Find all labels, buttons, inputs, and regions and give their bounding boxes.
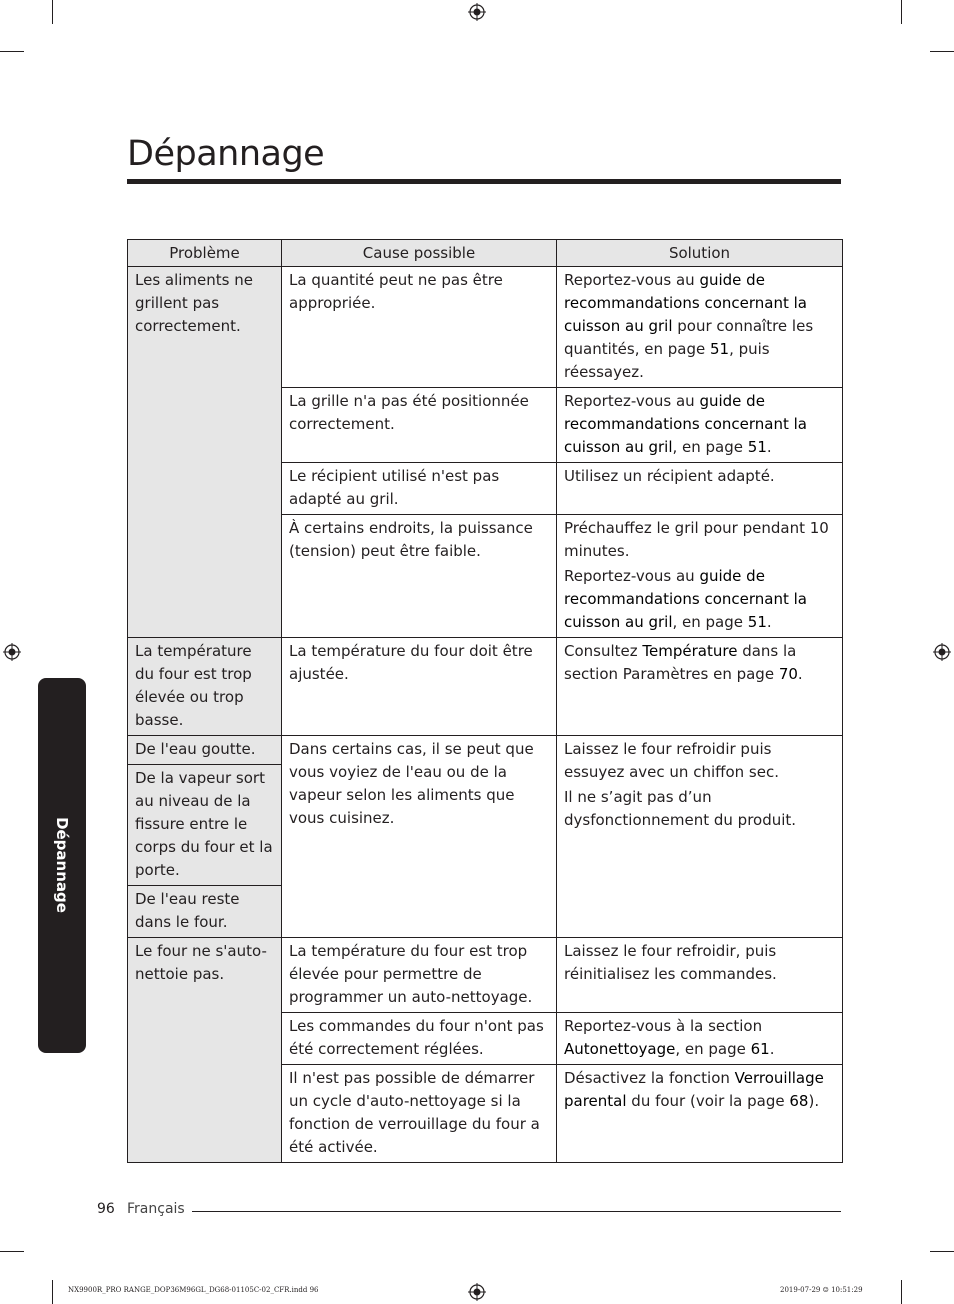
- solution-text: Reportez-vous à la section: [564, 1017, 763, 1035]
- solution-text: du four (voir la page: [626, 1092, 790, 1110]
- cause-cell: La quantité peut ne pas être appropriée.: [282, 267, 557, 388]
- reference-text: 68: [789, 1092, 809, 1110]
- side-tab-label: Dépannage: [53, 817, 71, 913]
- crop-mark: [901, 1280, 902, 1304]
- solution-cell: [557, 388, 843, 463]
- solution-text: pour connaître les quantités, en page: [564, 317, 814, 358]
- solution-text: Reportez-vous au: [564, 567, 700, 585]
- solution-text: Consultez: [564, 642, 643, 660]
- registration-mark-icon: [468, 1283, 486, 1301]
- table-row: [128, 267, 843, 388]
- crop-mark: [52, 1280, 53, 1304]
- solution-paragraph: [564, 786, 835, 832]
- solution-text: , en page: [675, 1040, 751, 1058]
- cause-cell: La température du four est trop élevée pour permettre de programmer un auto-nettoyage.: [282, 938, 557, 1013]
- cause-cell: Le récipient utilisé n'est pas adapté au gril.: [282, 463, 557, 515]
- solution-text: dans la section Paramètres en page: [564, 642, 797, 683]
- crop-mark: [0, 1251, 24, 1252]
- solution-cell: [557, 1013, 843, 1065]
- reference-text: 61: [750, 1040, 770, 1058]
- problem-cell: Les aliments ne grillent pas correctement.: [128, 267, 282, 638]
- problem-cell: De l'eau goutte.: [128, 736, 282, 765]
- solution-text: Utilisez un récipient adapté.: [564, 467, 775, 485]
- registration-mark-icon: [933, 643, 951, 661]
- solution-cell: [557, 463, 843, 515]
- table-row: [128, 736, 843, 765]
- solution-text: Laissez le four refroidir puis essuyez avec un chiffon sec.: [564, 740, 779, 781]
- solution-paragraph: [564, 1015, 835, 1061]
- reference-text: Température: [642, 642, 738, 660]
- reference-text: 70: [778, 665, 798, 683]
- problem-cell: De la vapeur sort au niveau de la fissure entre le corps du four et la porte.: [128, 765, 282, 886]
- troubleshooting-table: [127, 239, 843, 1163]
- solution-cell: [557, 638, 843, 736]
- footer-rule: [192, 1211, 841, 1212]
- solution-text: Il ne s’agit pas d’un dysfonctionnement du produit.: [564, 788, 797, 829]
- solution-text: Désactivez la fonction: [564, 1069, 735, 1087]
- solution-cell: [557, 1065, 843, 1163]
- reference-text: guide de recommandations concernant la cuisson au gril: [564, 392, 807, 456]
- solution-text: Reportez-vous au: [564, 271, 700, 289]
- title-rule: [127, 179, 841, 184]
- solution-paragraph: [564, 1067, 835, 1113]
- solution-text: .: [769, 1040, 775, 1058]
- table-row: [128, 938, 843, 1013]
- solution-text: .: [797, 665, 803, 683]
- solution-text: Reportez-vous au: [564, 392, 700, 410]
- reference-text: Verrouillage parental: [564, 1069, 824, 1110]
- column-header-solution: Solution: [557, 240, 843, 267]
- solution-cell: [557, 515, 843, 638]
- column-header-cause: Cause possible: [282, 240, 557, 267]
- reference-text: 51: [747, 438, 767, 456]
- table-header-row: [128, 240, 843, 267]
- reference-text: 51: [747, 613, 767, 631]
- solution-text: Laissez le four refroidir, puis réinitialisez les commandes.: [564, 942, 777, 983]
- solution-paragraph: [564, 738, 835, 784]
- cause-cell: Il n'est pas possible de démarrer un cycle d'auto-nettoyage si la fonction de verrouillage du four a été activée.: [282, 1065, 557, 1163]
- table-row: [128, 638, 843, 736]
- solution-text: , en page: [672, 613, 748, 631]
- footer-language: Français: [127, 1201, 185, 1217]
- problem-cell: Le four ne s'auto-nettoie pas.: [128, 938, 282, 1163]
- crop-mark: [52, 0, 53, 24]
- solution-text: Préchauffez le gril pour pendant 10 minutes.: [564, 519, 829, 560]
- cause-cell: La température du four doit être ajustée.: [282, 638, 557, 736]
- solution-paragraph: [564, 390, 835, 459]
- problem-cell: La température du four est trop élevée ou trop basse.: [128, 638, 282, 736]
- solution-paragraph: [564, 517, 835, 563]
- solution-text: , puis réessayez.: [564, 340, 770, 381]
- solution-paragraph: [564, 640, 835, 686]
- solution-paragraph: [564, 940, 835, 986]
- crop-mark: [930, 51, 954, 52]
- page-number: 96: [97, 1201, 115, 1217]
- crop-mark: [930, 1251, 954, 1252]
- reference-text: 51: [709, 340, 730, 358]
- reference-text: guide de recommandations concernant la cuisson au gril: [564, 567, 807, 631]
- cause-cell: La grille n'a pas été positionnée correctement.: [282, 388, 557, 463]
- solution-paragraph: [564, 565, 835, 634]
- registration-mark-icon: [3, 643, 21, 661]
- solution-paragraph: [564, 269, 835, 384]
- solution-text: , en page: [672, 438, 748, 456]
- cause-cell: Dans certains cas, il se peut que vous voyiez de l'eau ou de la vapeur selon les aliments que vous cuisinez.: [282, 736, 557, 938]
- column-header-problem: Problème: [128, 240, 282, 267]
- print-slug-file: NX9900R_PRO RANGE_DOP36M96GL_DG68-01105C-02_CFR.indd 96: [68, 1286, 319, 1294]
- solution-cell: [557, 938, 843, 1013]
- table-body: [128, 267, 843, 1163]
- cause-cell: À certains endroits, la puissance (tension) peut être faible.: [282, 515, 557, 638]
- reference-text: Autonettoyage: [564, 1040, 676, 1058]
- solution-text: ).: [808, 1092, 820, 1110]
- solution-cell: [557, 736, 843, 938]
- solution-text: .: [766, 613, 772, 631]
- problem-cell: De l'eau reste dans le four.: [128, 886, 282, 938]
- crop-mark: [0, 51, 24, 52]
- page-title: Dépannage: [127, 134, 325, 174]
- crop-mark: [901, 0, 902, 24]
- solution-text: .: [766, 438, 772, 456]
- cause-cell: Les commandes du four n'ont pas été correctement réglées.: [282, 1013, 557, 1065]
- reference-text: guide de recommandations concernant la cuisson au gril: [564, 271, 807, 335]
- registration-mark-icon: [468, 3, 486, 21]
- print-slug-stamp: 2019-07-29 ☺ 10:51:29: [780, 1286, 863, 1294]
- solution-cell: [557, 267, 843, 388]
- solution-paragraph: [564, 465, 835, 488]
